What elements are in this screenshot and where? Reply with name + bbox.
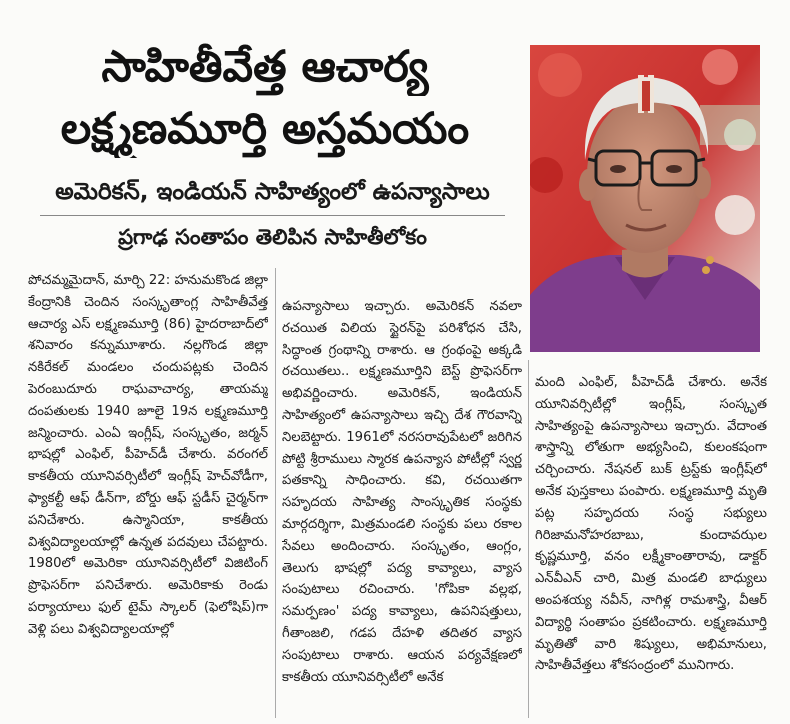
article-column-2 <box>282 296 522 718</box>
column-divider <box>528 360 529 718</box>
article-paragraph: మంది ఎంఫిల్, పీహెచ్‌డీ చేశారు. అనేక యూనివర్సిటీల్లో ఇంగ్లీష్, సంస్కృత సాహిత్యంపై ఉపన్యాసాలు ఇచ్చారు. వేదాంత శాస్త్రాన్ని లోతుగా అభ్యసించి, కులంకషంగా చర్చించారు. నేషనల్ బుక్ ట్రస్ట్‌కు ఇంగ్లీష్‌లో అనేక పుస్తకాలు పంపారు. లక్ష్మణమూర్తి మృతి పట్ల సహృదయ సంస్థ సభ్యులు గిరిజామనోహరబాబు, కుందావఝల కృష్ణమూర్తి, వనం లక్ష్మీకాంతారావు, డాక్టర్ ఎన్‌వీఎన్ చారి, మిత్ర మండలి బాధ్యులు అంపశయ్య నవీన్, నాగిళ్ల రామశాస్త్రి, వీఆర్ విద్యార్థి సంతాపం ప్రకటించారు. లక్ష్మణమూర్తి మృతితో వారి శిష్యులు, అభిమానులు, సాహితీవేత్తలు శోకసంద్రంలో మునిగారు. <box>535 375 767 674</box>
subheadline: అమెరికన్, ఇండియన్ సాహిత్యంలో ఉపన్యాసాలు <box>55 179 490 205</box>
subheadline-2: ప్రగాఢ సంతాపం తెలిపిన సాహితీలోకం <box>118 225 427 249</box>
article-column-3 <box>535 372 767 718</box>
article-paragraph: పోచమ్మమైదాన్, మార్చి 22: హనుమకొండ జిల్లా కేంద్రానికి చెందిన సంస్కృతాంగ్ల సాహితీవేత్త ఆచార్య ఎస్ లక్ష్మణమూర్తి (86) హైదరాబాద్‌లో శనివారం కన్నుమూశారు. నల్లగొండ జిల్లా నకిరేకల్ మండలం చందుపట్లకు చెందిన పెరంబుదూరు రాఘవాచార్య, తాయమ్మ దంపతులకు 1940 జూలై 19న లక్ష్మణమూర్తి జన్మించారు. ఎంఏ ఇంగ్లీష్, సంస్కృతం, జర్మన్ భాషల్లో ఎంఫిల్, పీహెచ్‌డీ చేశారు. వరంగల్ కాకతీయ యూనివర్సిటీలో ఇంగ్లీష్ హెచ్‌వోడీగా, ఫ్యాకల్టీ ఆఫ్ డీన్‌గా, బోర్డు ఆఫ్ స్టడీస్ చైర్మన్‌గా పనిచేశారు. ఉస్మానియా, కాకతీయ విశ్వవిద్యాలయాల్లో ఉన్నత పదవులు చేపట్టారు. 1980లో అమెరికా యూనివర్సిటీలో విజిటింగ్ ప్రొఫెసర్‌గా పనిచేశారు. అమెరికాకు రెండు పర్యాయాలు ఫుల్ టైమ్ స్కాలర్ (ఫెలోషిప్)గా వెళ్లి పలు విశ్వవిద్యాలయాల్లో <box>28 273 268 637</box>
subheadline-divider <box>40 215 505 216</box>
headline-line-2: లక్ష్మణమూర్తి అస్తమయం <box>60 104 470 154</box>
portrait-photo <box>530 45 760 352</box>
headline-line-1: సాహితీవేత్త ఆచార్య <box>101 42 429 92</box>
portrait-image <box>530 45 760 352</box>
article-column-1 <box>28 270 268 718</box>
article-paragraph: ఉపన్యాసాలు ఇచ్చారు. అమెరికన్ నవలా రచయిత విలియ స్టైరన్‌పై పరిశోధన చేసి, సిద్ధాంత గ్రంథాన్ని రాశారు. ఆ గ్రంథంపై అక్కడి రచయితలు.. లక్ష్మణమూర్తిని బెస్ట్ ప్రొఫెసర్‌గా అభివర్ణించారు. అమెరికన్, ఇండియన్ సాహిత్యంలో ఉపన్యాసాలు ఇచ్చి దేశ గౌరవాన్ని నిలబెట్టారు. 1961లో నరసరావుపేటలో జరిగిన పోట్టి శ్రీరాములు స్మారక ఉపన్యాస పోటీల్లో స్వర్ణ పతకాన్ని సాధించారు. కవి, రచయితగా సహృదయ సాహిత్య సాంస్కృతిక సంస్థకు మార్గదర్శిగా, మిత్రమండలి సంస్థకు పలు రకాల సేవలు అందించారు. సంస్కృతం, ఆంగ్లం, తెలుగు భాషల్లో పద్య కావ్యాలు, వ్యాస సంపుటాలు రచించారు. 'గోపికా వల్లభ, సమర్పణం' పద్య కావ్యాలు, ఉపనిషత్తులు, గీతాంజలి, గడప దేహళి తదితర వ్యాస సంపుటాలు రాశారు. ఆయన పర్యవేక్షణలో కాకతీయ యూనివర్సిటీలో అనేక <box>282 299 522 685</box>
column-divider <box>275 268 276 718</box>
